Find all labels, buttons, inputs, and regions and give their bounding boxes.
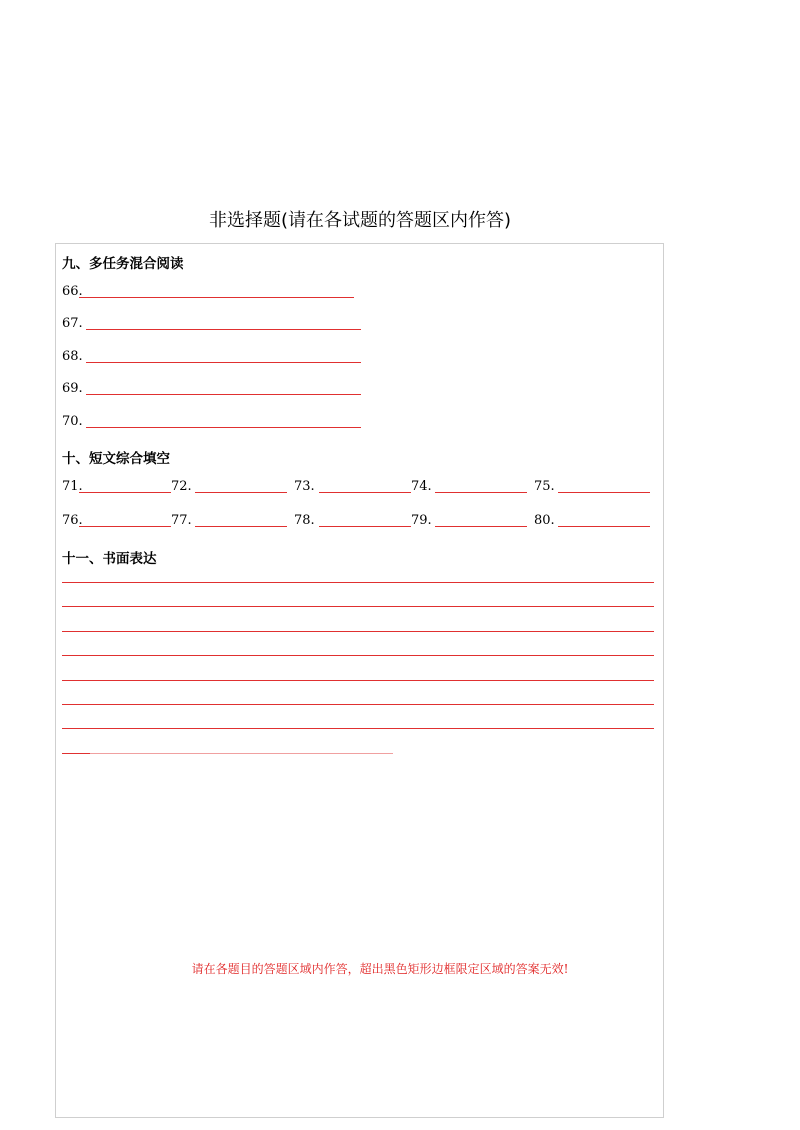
writing-line[interactable] xyxy=(62,680,654,681)
section-heading-11: 十一、书面表达 xyxy=(62,551,157,567)
answer-line-74[interactable] xyxy=(435,492,527,493)
item-label-73: 73. xyxy=(294,479,315,494)
writing-line[interactable] xyxy=(62,704,654,705)
item-label-69: 69. xyxy=(62,381,83,396)
writing-line[interactable] xyxy=(62,582,654,583)
section-heading-9: 九、多任务混合阅读 xyxy=(62,256,184,272)
item-label-77: 77. xyxy=(171,513,192,528)
answer-line-67[interactable] xyxy=(86,329,361,330)
answer-line-71[interactable] xyxy=(79,492,171,493)
item-label-75: 75. xyxy=(534,479,555,494)
writing-line[interactable] xyxy=(62,606,654,607)
item-label-68: 68. xyxy=(62,349,83,364)
item-label-72: 72. xyxy=(171,479,192,494)
writing-line-start[interactable] xyxy=(62,753,90,754)
writing-line[interactable] xyxy=(62,631,654,632)
item-label-79: 79. xyxy=(411,513,432,528)
item-label-74: 74. xyxy=(411,479,432,494)
answer-line-76[interactable] xyxy=(79,526,171,527)
item-label-76: 76. xyxy=(62,513,83,528)
item-label-70: 70. xyxy=(62,414,83,429)
answer-line-68[interactable] xyxy=(86,362,361,363)
section-heading-10: 十、短文综合填空 xyxy=(62,451,170,467)
item-label-66: 66. xyxy=(62,284,83,299)
item-label-67: 67. xyxy=(62,316,83,331)
answer-line-73[interactable] xyxy=(319,492,411,493)
item-label-78: 78. xyxy=(294,513,315,528)
answer-line-75[interactable] xyxy=(558,492,650,493)
item-label-80: 80. xyxy=(534,513,555,528)
writing-line-end[interactable] xyxy=(90,753,393,754)
invalid-answer-notice: 请在各题目的答题区域内作答，超出黑色矩形边框限定区域的答案无效! xyxy=(191,962,569,976)
item-label-71: 71. xyxy=(62,479,83,494)
answer-line-79[interactable] xyxy=(435,526,527,527)
answer-line-72[interactable] xyxy=(195,492,287,493)
answer-line-66[interactable] xyxy=(79,297,354,298)
page-title: 非选择题(请在各试题的答题区内作答) xyxy=(208,210,512,231)
writing-line[interactable] xyxy=(62,655,654,656)
answer-line-78[interactable] xyxy=(319,526,411,527)
answer-line-70[interactable] xyxy=(86,427,361,428)
answer-line-69[interactable] xyxy=(86,394,361,395)
writing-line[interactable] xyxy=(62,728,654,729)
answer-line-77[interactable] xyxy=(195,526,287,527)
answer-line-80[interactable] xyxy=(558,526,650,527)
